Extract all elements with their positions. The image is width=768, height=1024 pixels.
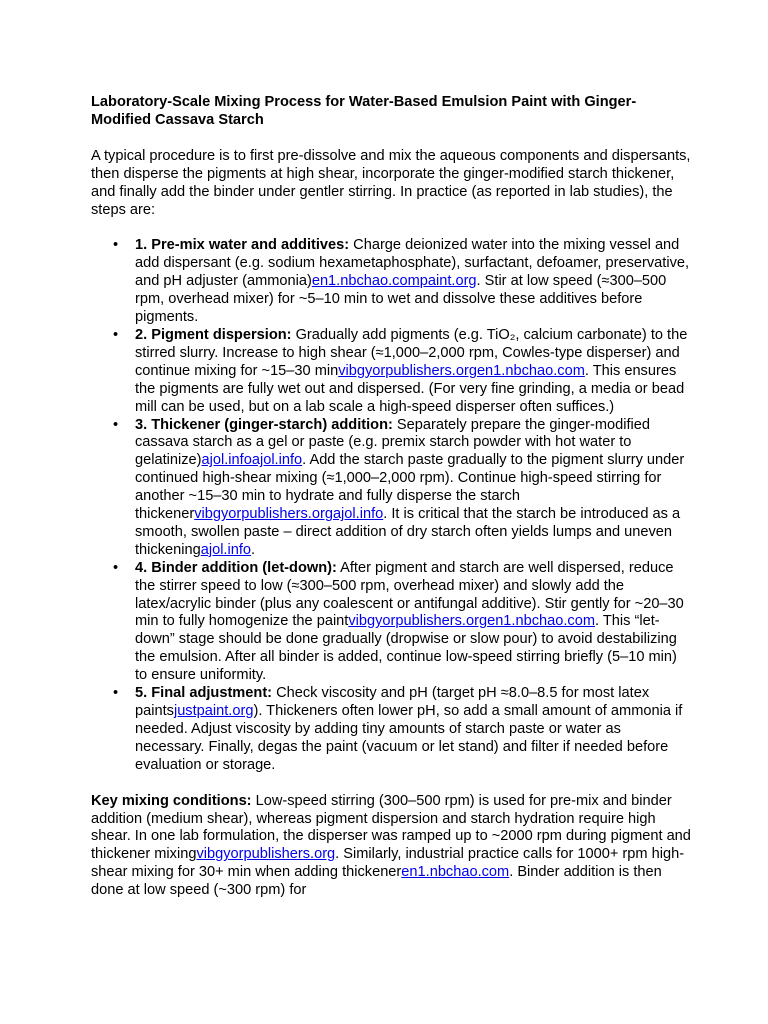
document-page	[91, 94, 691, 900]
intro-paragraph: A typical procedure is to first pre-dissolve and mix the aqueous components and dispersants, then disperse the pigments at high shear, incorporate the ginger-modified starch thickener, and finally add the binder under gentler stirring. In practice (as reported in lab studies), the steps are:	[91, 147, 691, 218]
step-text: Separately prepare the ginger-modified cassava starch as a gel or paste (e.g. premix starch powder with hot water to gelatinize)	[135, 416, 651, 469]
step-text: .	[251, 541, 256, 558]
key-heading: Key mixing conditions:	[91, 792, 252, 809]
step-text: . It is critical that the starch be introduced as a smooth, swollen paste – direct addition of dry starch often yields lumps and uneven thickening	[135, 506, 681, 558]
step-text: . This “let-down” stage should be done gradually (dropwise or slow pour) to avoid destabilizing the emulsion. After all binder is added, continue low-speed stirring briefly (5–10 min) to ensure uniformity.	[135, 613, 677, 684]
step-text: . Stir at low speed (≈300–500 rpm, overhead mixer) for ~5–10 min to wet and dissolve these additives before pigments.	[135, 273, 667, 326]
document-title: Laboratory-Scale Mixing Process for Water-Based Emulsion Paint with Ginger-Modified Cassava Starch	[91, 94, 637, 128]
list-item	[91, 327, 691, 417]
key-text: . Binder addition is then done at low speed (~300 rpm) for	[91, 864, 662, 899]
key-text: Low-speed stirring (300–500 rpm) is used for pre-mix and binder addition (medium shear), whereas pigment dispersion and starch hydration require high shear. In one lab formulation, the disperser was ramped up to ~2000 rpm during pigment and thickener mixing	[91, 792, 691, 863]
source-link[interactable]: ajol.info	[201, 452, 252, 469]
step-text: . Add the starch paste gradually to the pigment slurry under continued high-shear mixing (≈1,000–2,000 rpm). Continue high-speed stirring for another ~15–30 min to hydrate and fully disperse the starch thickener	[135, 452, 685, 523]
source-link[interactable]: ajol.info	[251, 452, 303, 469]
step-text: Check viscosity and pH (target pH ≈8.0–8.5 for most latex paints	[135, 685, 650, 719]
step-heading: 1. Pre-mix water and additives:	[135, 237, 350, 254]
step-text: Gradually add pigments (e.g. TiO₂, calcium carbonate) to the stirred slurry. Increase to high shear (≈1,000–2,000 rpm, Cowles-type disperser) and continue mixing for ~15–30 min	[135, 326, 688, 379]
step-text: ). Thickeners often lower pH, so add a small amount of ammonia if needed. Adjust viscosity by adding tiny amounts of starch paste or water as necessary. Finally, degas the paint (vacuum or let stand) and filter if needed before evaluation or storage.	[135, 703, 683, 773]
bullet-icon: •	[113, 559, 119, 576]
source-link[interactable]: en1.nbchao.com	[401, 864, 510, 881]
list-item	[91, 685, 691, 775]
source-link[interactable]: vibgyorpublishers.org	[196, 846, 336, 863]
key-text: . Similarly, industrial practice calls for 1000+ rpm high-shear mixing for 30+ min when adding thickener	[91, 846, 685, 881]
step-text: Charge deionized water into the mixing vessel and add dispersant (e.g. sodium hexametaphosphate), surfactant, defoamer, preservative, and pH adjuster (ammonia)	[135, 237, 690, 290]
bullet-icon: •	[113, 237, 119, 254]
steps-list	[91, 237, 691, 774]
bullet-icon: •	[113, 416, 119, 433]
source-link[interactable]: ajol.info	[200, 541, 252, 558]
bullet-icon: •	[113, 326, 119, 343]
step-text: . This ensures the pigments are fully wet out and dispersed. (For very fine grinding, a media or bead mill can be used, but on a lab scale a high-speed disperser often suffices.)	[135, 362, 685, 415]
list-item	[91, 560, 691, 685]
key-conditions-paragraph	[91, 793, 691, 900]
source-link[interactable]: ajol.info	[332, 506, 384, 523]
source-link[interactable]: paint.org	[419, 273, 477, 290]
step-text: After pigment and starch are well dispersed, reduce the stirrer speed to low (≈300–500 rpm, overhead mixer) and slowly add the latex/acrylic binder (plus any coalescent or antifungal additive). Stir gently for ~20–30 min to fully homogenize the paint	[135, 559, 684, 630]
source-link[interactable]: vibgyorpublishers.org	[338, 362, 477, 379]
step-heading: 5. Final adjustment:	[135, 685, 273, 702]
source-link[interactable]: vibgyorpublishers.org	[194, 506, 333, 523]
source-link[interactable]: en1.nbchao.com	[311, 273, 420, 290]
bullet-icon: •	[113, 685, 119, 702]
source-link[interactable]: justpaint.org	[173, 703, 254, 719]
source-link[interactable]: en1.nbchao.com	[487, 613, 595, 630]
step-heading: 3. Thickener (ginger-starch) addition:	[135, 416, 393, 433]
source-link[interactable]: en1.nbchao.com	[476, 362, 585, 379]
step-heading: 2. Pigment dispersion:	[135, 326, 292, 343]
list-item	[91, 237, 691, 327]
source-link[interactable]: vibgyorpublishers.org	[348, 613, 488, 630]
step-heading: 4. Binder addition (let-down):	[135, 559, 337, 576]
list-item	[91, 417, 691, 560]
